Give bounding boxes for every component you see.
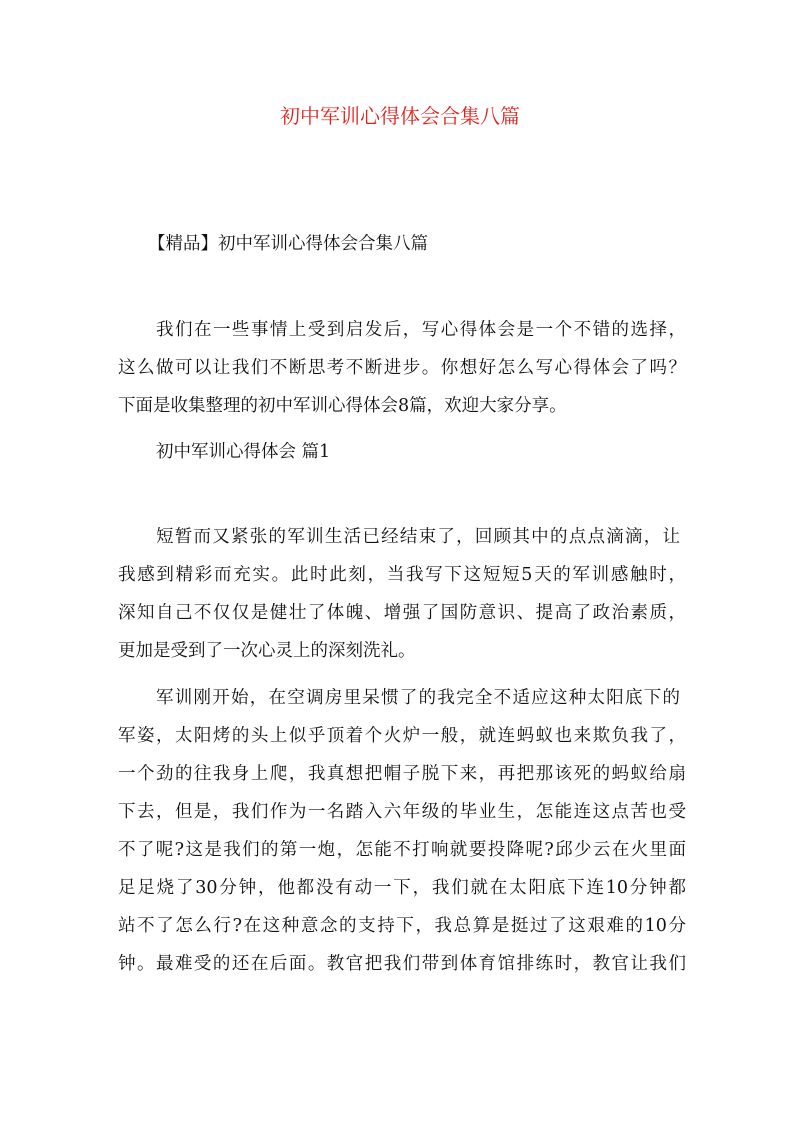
- paragraph2-line-7: 站不了怎么行?在这种意念的支持下，我总算是挺过了这艰难的10分: [118, 916, 686, 936]
- paragraph2-line-5: 不了呢?这是我们的第一炮，怎能不打响就要投降呢?邱少云在火里面: [118, 840, 686, 860]
- paragraph2-line-1: 军训刚开始，在空调房里呆惯了的我完全不适应这种太阳底下的: [156, 688, 680, 708]
- paragraph2-line-6: 足足烧了30分钟，他都没有动一下，我们就在太阳底下连10分钟都: [118, 878, 686, 898]
- document-subtitle: 【精品】初中军训心得体会合集八篇: [148, 234, 428, 254]
- paragraph1-line-1: 短暂而又紧张的军训生活已经结束了，回顾其中的点点滴滴，让: [156, 527, 680, 547]
- intro-line-3: 下面是收集整理的初中军训心得体会8篇，欢迎大家分享。: [118, 396, 567, 416]
- section-heading: 初中军训心得体会 篇1: [156, 442, 331, 462]
- paragraph1-line-4: 更加是受到了一次心灵上的深刻洗礼。: [118, 641, 416, 661]
- document-title: 初中军训心得体会合集八篇: [280, 104, 520, 128]
- paragraph2-line-4: 下去，但是，我们作为一名踏入六年级的毕业生，怎能连这点苦也受: [118, 802, 686, 822]
- intro-line-1: 我们在一些事情上受到启发后，写心得体会是一个不错的选择，: [156, 320, 686, 340]
- paragraph2-line-3: 一个劲的往我身上爬，我真想把帽子脱下来，再把那该死的蚂蚁给扇: [118, 764, 686, 784]
- paragraph1-line-3: 深知自己不仅仅是健壮了体魄、增强了国防意识、提高了政治素质，: [118, 603, 686, 623]
- intro-line-2: 这么做可以让我们不断思考不断进步。你想好怎么写心得体会了吗？: [118, 358, 686, 378]
- paragraph1-line-2: 我感到精彩而充实。此时此刻，当我写下这短短5天的军训感触时，: [118, 565, 686, 585]
- paragraph2-line-2: 军姿，太阳烤的头上似乎顶着个火炉一般，就连蚂蚁也来欺负我了，: [118, 726, 686, 746]
- paragraph2-line-8: 钟。最难受的还在后面。教官把我们带到体育馆排练时，教官让我们: [118, 954, 686, 974]
